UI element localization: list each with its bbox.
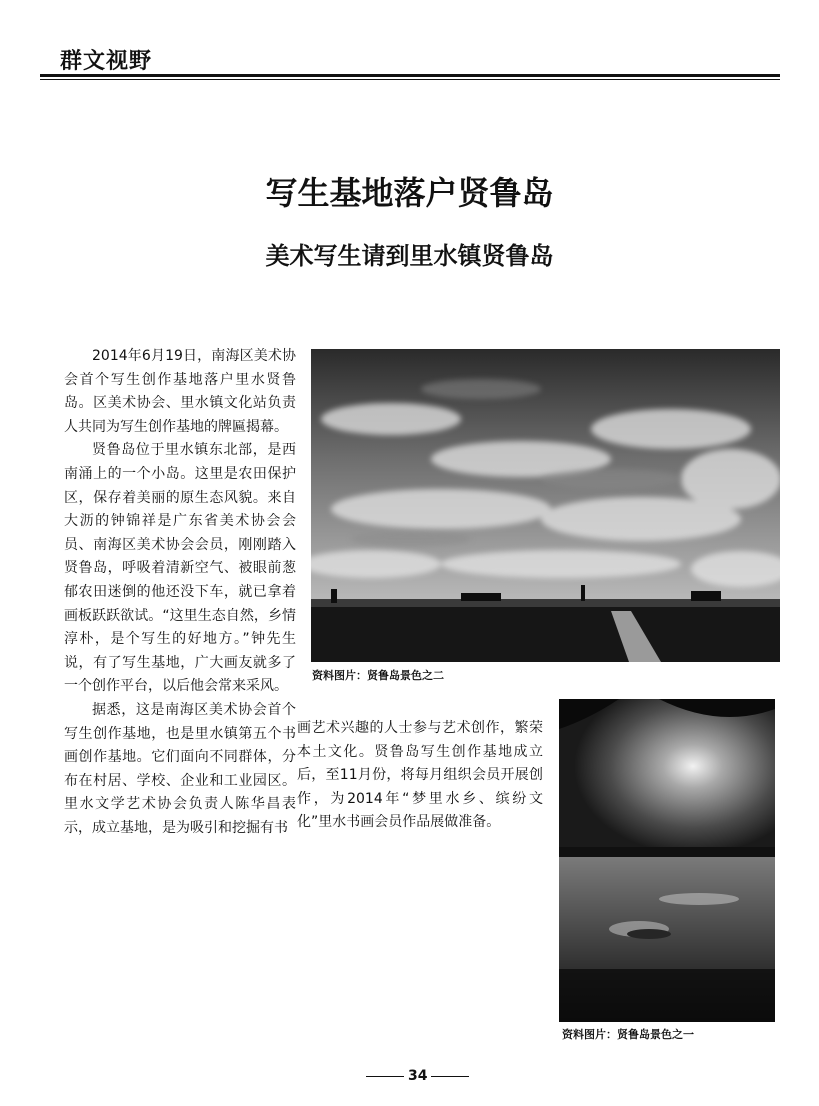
body-column-right <box>297 717 543 835</box>
body-column-left <box>64 345 296 840</box>
paragraph: 2014年6月19日，南海区美术协会首个写生创作基地落户里水贤鲁岛。区美术协会、里水镇文化站负责人共同为写生创作基地的牌匾揭幕。 <box>64 348 296 435</box>
page-number-text: 34 <box>408 1068 428 1084</box>
paragraph: 画艺术兴趣的人士参与艺术创作，繁荣本土文化。贤鲁岛写生创作基地成立后，至11月份，将每月组织会员开展创作，为2014年“梦里水乡、缤纷文化”里水书画会员作品展做准备。 <box>297 720 543 831</box>
folio-rule-left <box>366 1076 404 1077</box>
article-title: 写生基地落户贤鲁岛 <box>265 174 554 212</box>
header-rule-thick <box>40 74 780 77</box>
photo-caption: 资料图片：贤鲁岛景色之二 <box>312 669 444 682</box>
section-label: 群文视野 <box>60 49 153 74</box>
header-rule-thin <box>40 79 780 80</box>
clouds-field-image <box>311 349 780 662</box>
photo-caption: 资料图片：贤鲁岛景色之一 <box>562 1028 694 1041</box>
sunset-water-image <box>559 699 775 1022</box>
page-number <box>362 1068 473 1084</box>
paragraph: 据悉，这是南海区美术协会首个写生创作基地，也是里水镇第五个书画创作基地。它们面向不同群体，分布在村居、学校、企业和工业园区。里水文学艺术协会负责人陈华昌表示，成立基地，是为吸引和挖掘有书 <box>64 701 296 836</box>
paragraph: 贤鲁岛位于里水镇东北部，是西南涌上的一个小岛。这里是农田保护区，保存着美丽的原生态风貌。来自大沥的钟锦祥是广东省美术协会会员、南海区美术协会会员，刚刚踏入贤鲁岛，呼吸着清新空气、被眼前葱郁农田迷倒的他还没下车，就已拿着画板跃跃欲试。“这里生态自然，乡情淳朴，是个写生的好地方。”钟先生说，有了写生基地，广大画友就多了一个创作平台，以后他会常来采风。 <box>64 442 296 695</box>
folio-rule-right <box>431 1076 469 1077</box>
landscape-photo-clouds <box>311 349 780 662</box>
landscape-photo-sunset <box>559 699 775 1022</box>
article-subtitle: 美术写生请到里水镇贤鲁岛 <box>265 242 554 270</box>
